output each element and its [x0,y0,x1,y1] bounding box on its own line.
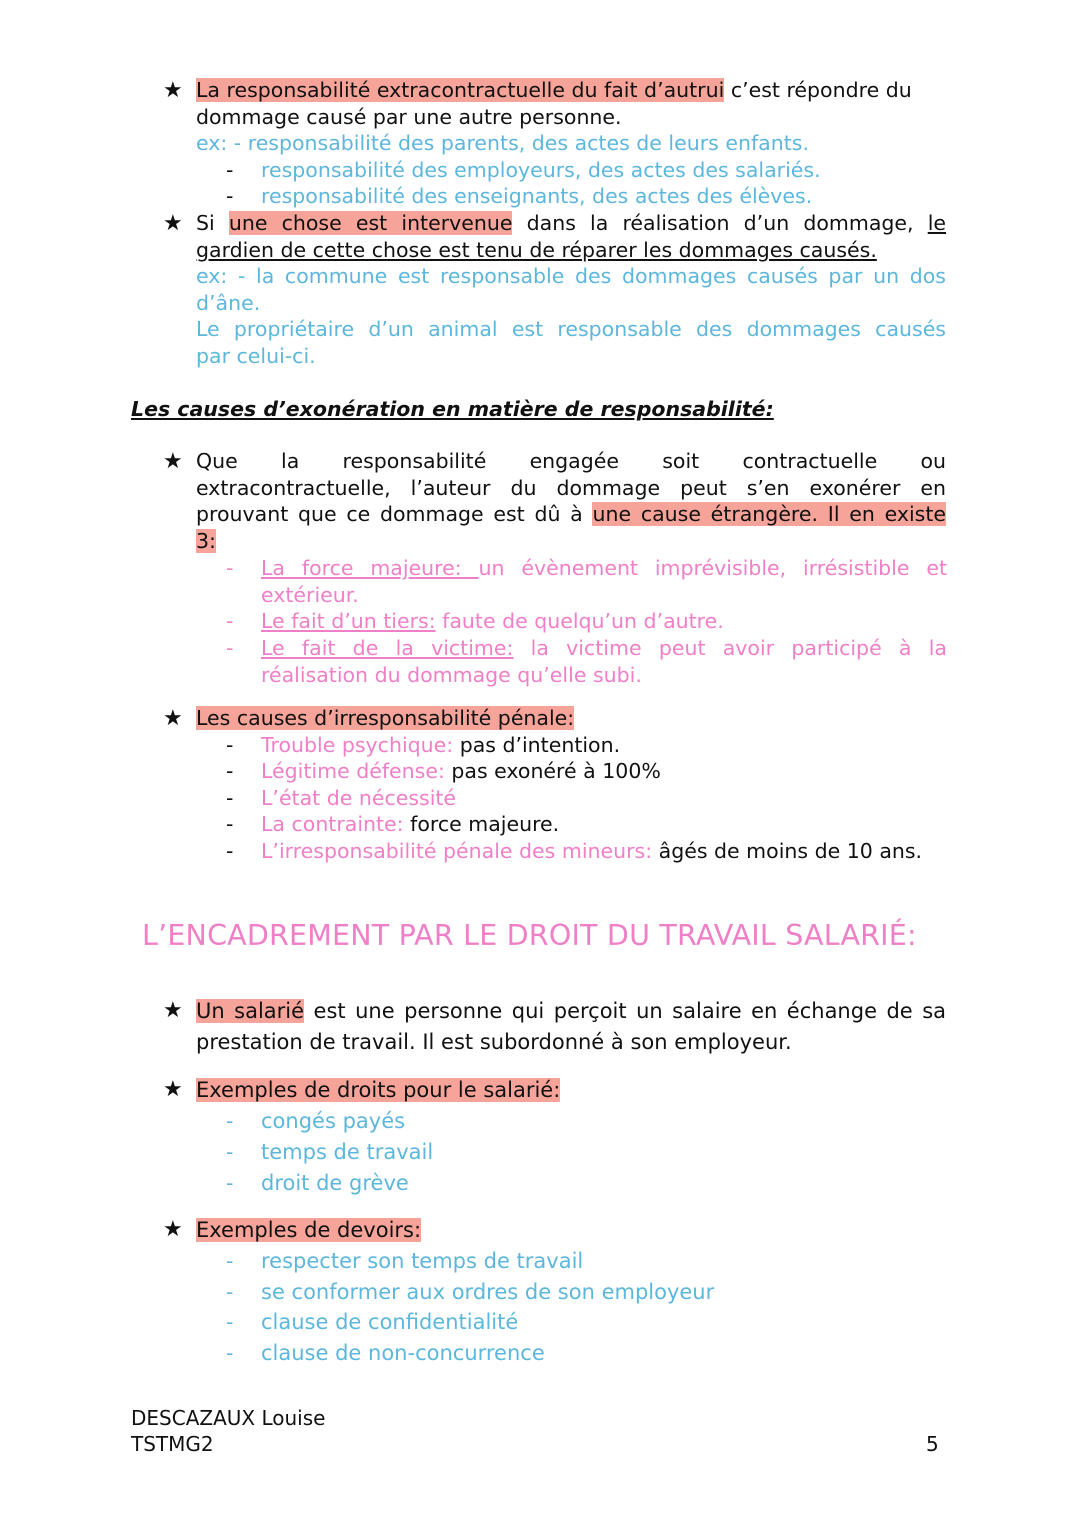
star-bullet-icon: ★ [163,706,183,731]
list-item: respecter son temps de travail [261,1249,584,1273]
item-label: La force majeure: [261,556,479,580]
highlight-text: une cause étrangère. Il en existe [592,502,946,526]
dash-bullet: - [226,1341,234,1365]
star-bullet-icon: ★ [163,1077,183,1102]
section-title: L’ENCADREMENT PAR LE DROIT DU TRAVAIL SALARIÉ: [142,919,917,952]
list-item: clause de non-concurrence [261,1341,545,1365]
paragraph-exoneration [196,448,946,554]
item-text: pas d’intention. [453,733,621,757]
list-item [261,811,947,838]
dash-bullet: - [226,839,234,863]
text: dans la réalisation d’un dommage, [512,211,928,235]
footer-class: TSTMG2 [131,1432,214,1456]
text: Si [196,211,229,235]
paragraph-devoirs [196,1215,946,1246]
star-bullet-icon: ★ [163,1217,183,1242]
list-item: congés payés [261,1109,406,1133]
list-item: droit de grève [261,1171,409,1195]
item-label: Le fait de la victime: [261,636,514,660]
item-text: âgés de moins de 10 ans. [652,839,923,863]
highlight-text: Exemples de droits pour le salarié: [196,1078,561,1102]
list-item [261,608,947,635]
star-bullet-icon: ★ [163,78,183,103]
item-label: L’irresponsabilité pénale des mineurs: [261,839,653,863]
list-item: temps de travail [261,1140,434,1164]
list-item [261,838,947,865]
example-text: ex: - responsabilité des parents, des actes de leurs enfants. [196,131,809,155]
dash-bullet: - [226,1310,234,1334]
dash-bullet: - [226,1140,234,1164]
dash-bullet: - [226,609,234,633]
text: c’est répondre du [724,78,912,102]
paragraph-irresponsabilite [196,705,946,732]
section-heading: Les causes d’exonération en matière de responsabilité: [131,397,774,421]
dash-bullet: - [226,1249,234,1273]
paragraph-salarie [196,996,946,1058]
dash-bullet: - [226,184,234,208]
text: dommage causé par une autre personne. [196,104,622,129]
item-label: La contrainte: [261,812,404,836]
example-text: ex: - la commune est responsable des dommages causés par un dos [196,264,946,288]
list-item: clause de confidentialité [261,1310,519,1334]
dash-bullet: - [226,733,234,757]
list-item [261,732,947,759]
highlight-text: Exemples de devoirs: [196,1218,422,1242]
example-text: d’âne. [196,290,261,315]
paragraph-droits [196,1075,946,1106]
dash-bullet: - [226,636,234,660]
item-text: faute de quelqu’un d’autre. [435,609,724,633]
list-item [261,785,947,812]
item-text: un évènement imprévisible, irrésistible et [478,556,948,580]
item-label: Légitime défense: [261,759,445,783]
item-text: force majeure. [403,812,560,836]
list-item [261,635,947,688]
item-text: la victime peut avoir participé à la [513,636,947,660]
dash-bullet: - [226,786,234,810]
star-bullet-icon: ★ [163,211,183,236]
item-text: pas exonéré à 100% [444,759,661,783]
dash-bullet: - [226,1171,234,1195]
list-item [261,555,947,608]
text: prouvant que ce dommage est dû à [196,502,593,526]
list-item: responsabilité des enseignants, des actes des élèves. [261,184,813,208]
list-item: se conformer aux ordres de son employeur [261,1280,715,1304]
highlight-text: une chose est intervenue [228,211,513,235]
dash-bullet: - [226,812,234,836]
text: prestation de travail. Il est subordonné à son employeur. [196,1030,792,1054]
star-bullet-icon: ★ [163,998,183,1023]
item-label: Trouble psychique: [261,733,454,757]
highlight-text: La responsabilité extracontractuelle du fait d’autrui [196,78,725,102]
example-text: Le propriétaire d’un animal est responsable des dommages causés [196,317,946,341]
example-text: par celui-ci. [196,343,316,368]
list-item: responsabilité des employeurs, des actes des salariés. [261,158,821,182]
highlight-text: 3: [196,528,216,553]
footer-author: DESCAZAUX Louise [131,1406,326,1430]
paragraph-fait-autrui [196,77,946,157]
dash-bullet: - [226,1109,234,1133]
item-text: réalisation du dommage qu’elle subi. [261,662,642,687]
dash-bullet: - [226,1280,234,1304]
item-text: extérieur. [261,582,359,607]
item-label: Le fait d’un tiers: [261,609,436,633]
dash-bullet: - [226,556,234,580]
text: Que la responsabilité engagée soit contractuelle ou [196,449,946,473]
highlight-text: Les causes d’irresponsabilité pénale: [196,706,575,730]
dash-bullet: - [226,158,234,182]
underlined-text: le [927,211,947,235]
text: est une personne qui perçoit un salaire en échange de sa [304,999,946,1023]
paragraph-gardien-chose [196,210,946,369]
page-number: 5 [926,1432,939,1456]
item-label: L’état de nécessité [261,786,457,810]
dash-bullet: - [226,759,234,783]
list-item [261,758,947,785]
underlined-text: gardien de cette chose est tenu de réparer les dommages causés. [196,237,877,262]
highlight-text: Un salarié [196,999,305,1023]
text: extracontractuelle, l’auteur du dommage peut s’en exonérer en [196,475,946,500]
star-bullet-icon: ★ [163,449,183,474]
